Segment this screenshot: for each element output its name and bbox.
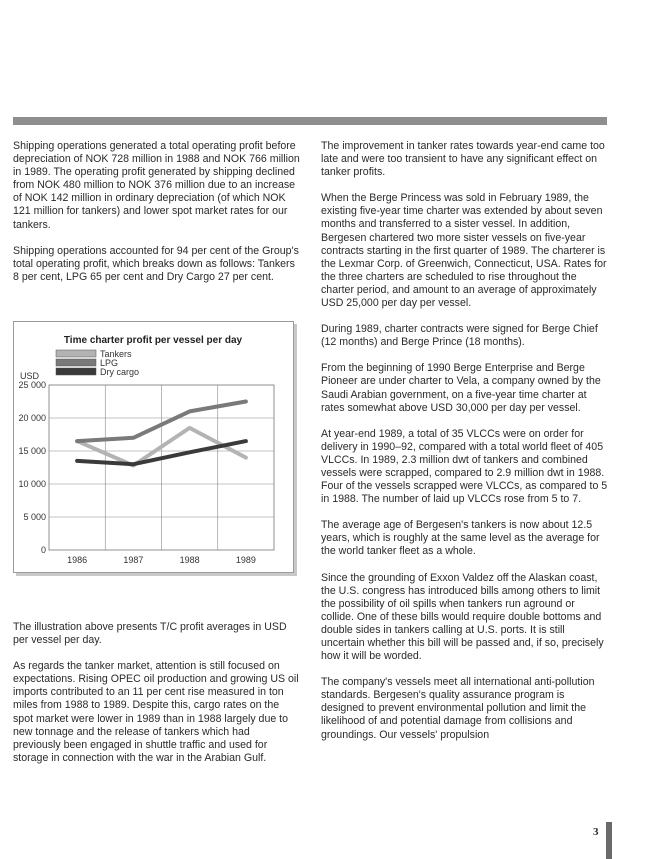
y-tick-label: 0: [40, 545, 46, 555]
chart-title: Time charter profit per vessel per day: [63, 335, 243, 346]
page-number: 3: [593, 826, 599, 838]
section-header-bar: [13, 117, 607, 125]
x-tick-label: 1989: [235, 555, 256, 565]
data-point: [244, 440, 247, 443]
legend-label: Tankers: [100, 349, 132, 359]
x-tick-label: 1986: [67, 555, 88, 565]
legend-label: Dry cargo: [100, 367, 140, 377]
y-tick-label: 10 000: [18, 479, 46, 489]
legend-swatch: [56, 359, 96, 366]
data-point: [132, 463, 135, 466]
data-point: [76, 440, 79, 443]
data-point: [244, 400, 247, 403]
paragraph: Shipping operations accounted for 94 per cent of the Group's total operating profit, which breaks down as follows: Tankers 8 per cent, LPG 65 per cent and Dry Cargo 27 per cent.: [13, 244, 299, 283]
paragraph: Since the grounding of Exxon Valdez off the Alaskan coast, the U.S. congress has introduced bills among others to limit the possibility of oil spills when tankers run aground or collide. One of these bills would require double bottoms and double sides in tankers calling at U.S. ports. It is still uncertain whether this bill will be passed and, if so, precisely how it will be worded.: [321, 571, 604, 663]
y-tick-label: 5 000: [23, 512, 46, 522]
chart-grid: [49, 385, 274, 550]
y-tick-label: 15 000: [18, 446, 46, 456]
x-axis-ticks: [67, 555, 256, 565]
data-point: [132, 436, 135, 439]
time-charter-chart: [13, 321, 294, 573]
left-column-bottom: [13, 621, 300, 778]
paragraph: Shipping operations generated a total operating profit before depreciation of NOK 728 million in 1988 and NOK 766 million in 1989. The operating profit generated by shipping declined from NOK 480 million to NOK 376 million due to an increase of NOK 142 million in ordinary depreciation (of which NOK 121 million for tankers) and lower spot market rates for our tankers.: [13, 140, 300, 231]
paragraph: During 1989, charter contracts were signed for Berge Chief (12 months) and Berge Prince (18 months).: [321, 323, 598, 349]
legend-swatch: [56, 350, 96, 357]
data-point: [76, 459, 79, 462]
y-tick-label: 25 000: [18, 380, 46, 390]
x-tick-label: 1988: [179, 555, 200, 565]
chart-svg: [14, 322, 293, 572]
legend-swatch: [56, 368, 96, 375]
data-point: [188, 426, 191, 429]
chart-legend: [56, 349, 139, 377]
paragraph: The improvement in tanker rates towards year-end came too late and were too transient to have any significant effect on tanker profits.: [321, 140, 605, 179]
data-point: [244, 456, 247, 459]
page-edge-bar: [606, 822, 612, 859]
paragraph: As regards the tanker market, attention is still focused on expectations. Rising OPEC oil production and growing US oil imports contributed to an 11 per cent rise measured in ton miles from 1988 to 1989. Despite this, cargo rates on the spot market were lower in 1989 than in 1988 largely due to new tonnage and the release of tankers which had previously been engaged in shuttle traffic and used for storage in connection with the war in the Arabian Gulf.: [13, 660, 299, 764]
y-axis-ticks: [18, 380, 46, 555]
y-tick-label: 20 000: [18, 413, 46, 423]
data-point: [188, 410, 191, 413]
paragraph: The company's vessels meet all international anti-pollution standards. Bergesen's quality assurance program is designed to prevent environmental pollution and limit the likelihood of and potential damage from collisions and groundings. Our vessels' propulsion: [321, 676, 595, 741]
right-column: [321, 140, 609, 755]
data-point: [188, 451, 191, 454]
legend-label: LPG: [100, 358, 119, 368]
y-axis-label: USD: [20, 371, 40, 381]
paragraph: At year-end 1989, a total of 35 VLCCs were on order for delivery in 1990–92, compared with a total world fleet of 405 VLCCs. In 1989, 2.3 million dwt of tankers and combined vessels were scrapped, compared to 2.9 million dwt in 1988. Four of the vessels scrapped were VLCCs, as compared to 5 in 1988. The number of laid up VLCCs rose from 5 to 7.: [321, 427, 608, 506]
paragraph: The illustration above presents T/C profit averages in USD per vessel per day.: [13, 621, 287, 647]
x-tick-label: 1987: [123, 555, 144, 565]
paragraph: When the Berge Princess was sold in February 1989, the existing five-year time charter was extended by about seven months and transferred to a sister vessel. In addition, Bergesen chartered two more sister vessels on five-year contracts starting in the first quarter of 1989. The charterer is the Lexmar Corp. of Greenwich, Connecticut, USA. Rates for the three charters are scheduled to rise throughout the charter period, and amount to an average of approximately USD 25,000 per day per vessel.: [321, 192, 607, 310]
left-column-top: [13, 140, 300, 297]
paragraph: The average age of Bergesen's tankers is now about 12.5 years, which is roughly at the same level as the average for the world tanker fleet as a whole.: [321, 519, 600, 558]
paragraph: From the beginning of 1990 Berge Enterprise and Berge Pioneer are under charter to Vela, a company owned by the Saudi Arabian government, on a five-year time charter at rates somewhat above USD 30,000 per day per vessel.: [321, 362, 601, 414]
